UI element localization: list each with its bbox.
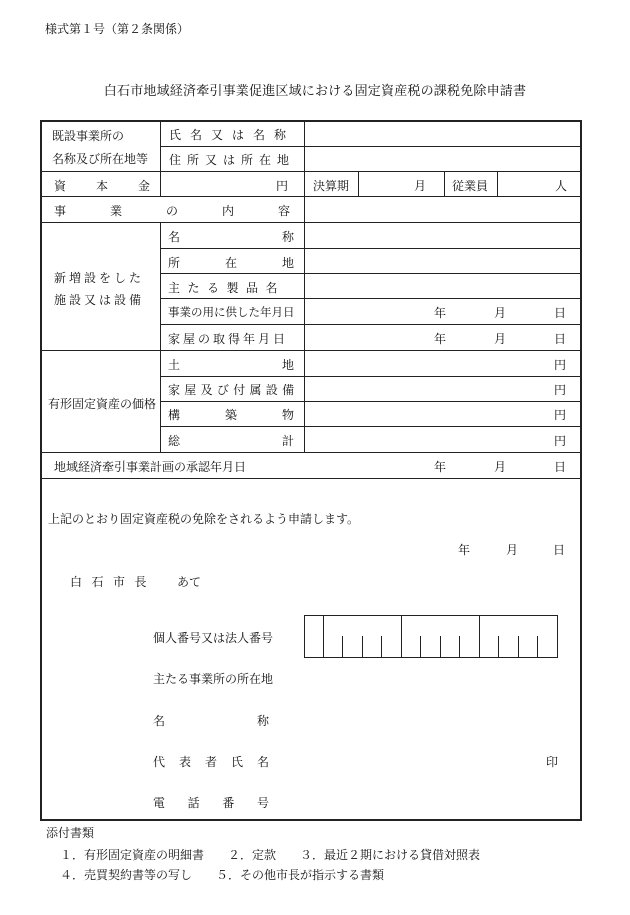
form-title: 白石市地域経済牽引事業促進区域における固定資産税の課税免除申請書 <box>103 84 527 99</box>
main-office-location-label: 主たる事業所の所在地 <box>153 672 274 686</box>
month-unit: 月 <box>494 332 507 346</box>
form-number: 様式第１号（第２条関係） <box>45 22 190 36</box>
total-label: 総 計 <box>168 434 294 448</box>
yen-unit: 円 <box>554 434 567 448</box>
corporate-number-label: 個人番号又は法人番号 <box>153 631 274 645</box>
seal-mark: 印 <box>546 755 559 769</box>
attachments-line-1: １．有形固定資産の明細書 ２．定款 ３．最近２期における貸借対照表 <box>60 848 481 862</box>
declaration-text: 上記のとおり固定資産税の免除をされるよう申請します。 <box>48 512 360 526</box>
yen-unit: 円 <box>554 408 567 422</box>
facility-location-label: 所 在 地 <box>168 256 294 270</box>
employees-label: 従業員 <box>452 179 489 193</box>
capital-yen-unit: 円 <box>276 179 289 193</box>
fiscal-period-label: 決算期 <box>313 179 350 193</box>
day-unit: 日 <box>554 460 567 474</box>
structures-label: 構 築 物 <box>168 408 294 422</box>
day-unit: 日 <box>554 332 567 346</box>
building-acquisition-date-label: 家屋の取得年月日 <box>168 332 289 346</box>
existing-office-label-line1: 既設事業所の <box>52 129 125 143</box>
facility-name-field[interactable] <box>306 223 579 247</box>
existing-office-label-line2: 名称及び所在地等 <box>52 152 149 166</box>
building-equipment-label: 家屋及び付属設備 <box>168 383 299 397</box>
fiscal-month-unit: 月 <box>414 179 427 193</box>
facility-label-line2: 施設又は設備 <box>54 293 145 307</box>
month-unit: 月 <box>506 543 519 557</box>
phone-number-label: 電 話 番 号 <box>153 796 269 810</box>
year-unit: 年 <box>434 332 447 346</box>
facility-label-line1: 新増設をした <box>54 271 145 285</box>
business-content-field[interactable] <box>306 197 579 221</box>
service-start-date-label: 事業の用に供した年月日 <box>168 305 295 319</box>
day-unit: 日 <box>554 306 567 320</box>
month-unit: 月 <box>494 306 507 320</box>
year-unit: 年 <box>434 306 447 320</box>
land-label: 土 地 <box>168 358 294 372</box>
addressee: 白石市長 <box>70 575 157 589</box>
business-content-label: 事 業 の 内 容 <box>54 204 290 218</box>
asset-value-label: 有形固定資産の価格 <box>48 397 157 411</box>
employees-field[interactable] <box>499 172 551 195</box>
attachments-heading: 添付書類 <box>46 826 95 840</box>
main-product-field[interactable] <box>306 274 579 297</box>
applicant-name-label: 名 称 <box>153 714 269 728</box>
existing-address-field[interactable] <box>306 147 579 170</box>
fiscal-period-field[interactable] <box>360 172 410 195</box>
capital-label: 資 本 金 <box>54 179 150 193</box>
capital-field[interactable] <box>162 172 272 195</box>
representative-name-label: 代 表 者 氏 名 <box>153 755 269 769</box>
year-unit: 年 <box>458 543 471 557</box>
existing-name-field[interactable] <box>306 122 579 145</box>
addressee-suffix: あて <box>177 575 202 589</box>
year-unit: 年 <box>434 460 447 474</box>
yen-unit: 円 <box>554 358 567 372</box>
plan-approval-label: 地域経済牽引事業計画の承認年月日 <box>54 460 247 474</box>
facility-location-field[interactable] <box>306 249 579 272</box>
day-unit: 日 <box>553 543 566 557</box>
facility-name-label: 名 称 <box>168 230 294 244</box>
month-unit: 月 <box>494 460 507 474</box>
address-label: 住所又は所在地 <box>169 153 296 167</box>
name-label: 氏名又は名称 <box>169 128 296 142</box>
yen-unit: 円 <box>554 383 567 397</box>
attachments-line-2: ４．売買契約書等の写し ５．その他市長が指示する書類 <box>60 868 385 882</box>
employees-unit: 人 <box>555 179 568 193</box>
main-product-label: 主たる製品名 <box>168 281 286 295</box>
